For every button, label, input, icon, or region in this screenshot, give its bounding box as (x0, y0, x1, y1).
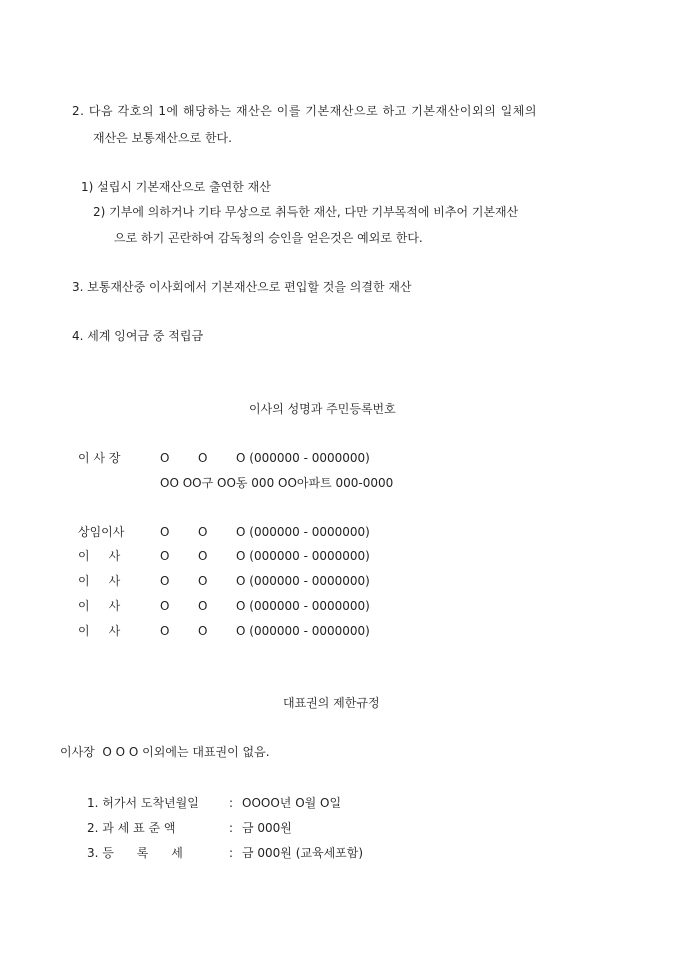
fee-separator: : (229, 846, 234, 860)
fee-label: 3. 등 록 세 (87, 846, 183, 860)
director-name-and-id: O (000000 - 0000000) (236, 599, 370, 613)
property-item-4: 4. 세계 잉여금 중 적립금 (72, 329, 204, 343)
director-title: 이 사 (78, 549, 121, 563)
director-name-char-1: O (160, 624, 170, 638)
director-name-and-id: O (000000 - 0000000) (236, 525, 370, 539)
director-title: 이 사 (78, 599, 121, 613)
director-name-and-id: O (000000 - 0000000) (236, 624, 370, 638)
director-name-and-id: O (000000 - 0000000) (236, 549, 370, 563)
directors-heading: 이사의 성명과 주민등록번호 (249, 402, 396, 416)
director-name-char-1: O (160, 549, 170, 563)
director-name-char-2: O (198, 624, 208, 638)
director-name-char-2: O (198, 549, 208, 563)
director-name-and-id: O (000000 - 0000000) (236, 574, 370, 588)
fee-value: OOOO년 O월 O일 (242, 796, 342, 810)
director-name-char-1: O (160, 451, 170, 465)
director-title: 이 사 (78, 624, 121, 638)
property-item-3: 3. 보통재산중 이사회에서 기본재산으로 편입할 것을 의결한 재산 (72, 280, 412, 294)
fee-separator: : (229, 796, 234, 810)
director-name-char-2: O (198, 451, 208, 465)
director-title: 이 사 장 (78, 451, 121, 465)
property-item-2-line-1: 2. 다음 각호의 1에 해당하는 재산은 이를 기본재산으로 하고 기본재산이외의 일체의 (72, 104, 538, 118)
property-item-2-line-2: 재산은 보통재산으로 한다. (93, 131, 232, 145)
fee-value: 금 000원 (교육세포함) (242, 846, 364, 860)
fee-separator: : (229, 821, 234, 835)
chairman-address: OO OO구 OO동 000 OO아파트 000-0000 (160, 476, 394, 490)
director-name-char-1: O (160, 599, 170, 613)
director-title: 상임이사 (78, 525, 125, 539)
fee-label: 2. 과 세 표 준 액 (87, 821, 176, 835)
director-name-char-1: O (160, 574, 170, 588)
property-sub-item-1: 1) 설립시 기본재산으로 출연한 재산 (81, 180, 271, 194)
director-name-char-2: O (198, 525, 208, 539)
director-name-and-id: O (000000 - 0000000) (236, 451, 370, 465)
property-sub-item-2-line-2: 으로 하기 곤란하여 감독청의 승인을 얻은것은 예외로 한다. (114, 231, 423, 245)
property-sub-item-2-line-1: 2) 기부에 의하거나 기타 무상으로 취득한 재산, 다만 기부목적에 비추어 기본재산 (93, 205, 519, 219)
representation-heading: 대표권의 제한규정 (283, 696, 380, 710)
fee-label: 1. 허가서 도착년월일 (87, 796, 199, 810)
director-name-char-2: O (198, 574, 208, 588)
director-title: 이 사 (78, 574, 121, 588)
fee-value: 금 000원 (242, 821, 292, 835)
director-name-char-2: O (198, 599, 208, 613)
representation-text: 이사장 O O O 이외에는 대표권이 없음. (60, 745, 270, 759)
director-name-char-1: O (160, 525, 170, 539)
